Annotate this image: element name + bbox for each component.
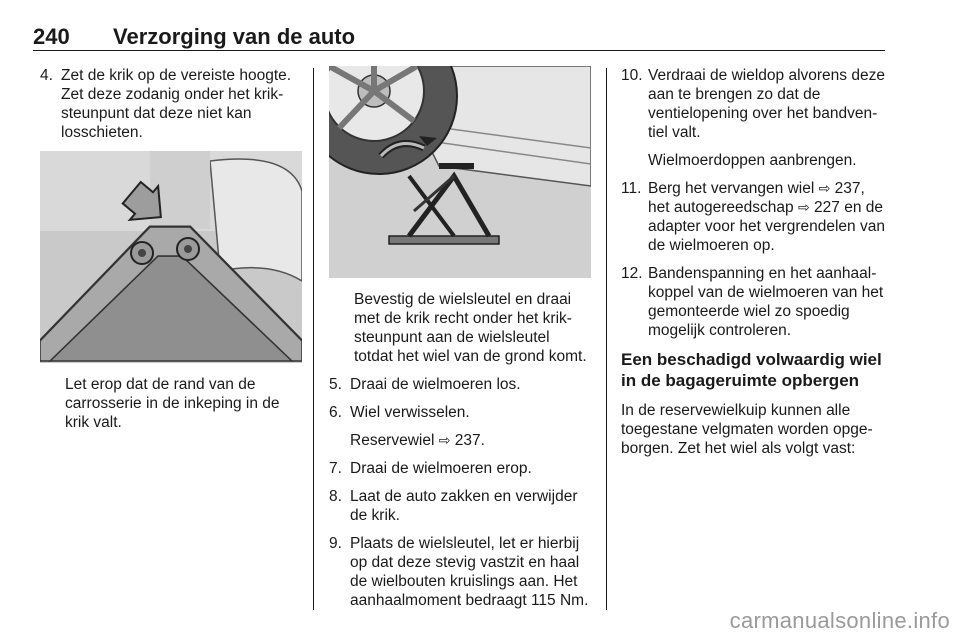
step-number: 11. xyxy=(621,180,642,197)
column-3 xyxy=(621,66,887,467)
column-2 xyxy=(329,66,591,619)
step-text: Draai de wielmoeren erop. xyxy=(350,460,532,477)
step-number: 8. xyxy=(329,488,342,505)
cross-reference-arrow-icon: ⇨ xyxy=(797,199,810,215)
step-12 xyxy=(621,264,887,340)
figure-caption-1: Let erop dat de rand van de carrosserie in de inkeping in de krik valt. xyxy=(65,376,280,431)
step-8 xyxy=(329,487,591,525)
page-header xyxy=(33,20,885,50)
column-divider-1 xyxy=(313,68,314,610)
step-text: Bandenspanning en het aanhaalkoppel van de wielmoeren van het gemonteerde wiel zo spoedig mogelijk controleren. xyxy=(648,265,884,339)
cross-reference-arrow-icon: ⇨ xyxy=(818,180,831,196)
reference-page[interactable]: 237. xyxy=(454,432,485,449)
step-text: Zet de krik op de vereiste hoogte. Zet deze zodanig onder het kriksteunpunt dat deze niet kan losschieten. xyxy=(61,67,292,141)
step-number: 5. xyxy=(329,376,342,393)
step-text: het autogereedschap xyxy=(648,199,794,216)
step-text: Wiel verwisselen. xyxy=(350,404,470,421)
step-10-note: Wielmoerdoppen aanbrengen. xyxy=(648,152,857,169)
step-number: 12. xyxy=(621,265,643,282)
reference-page[interactable]: 227 xyxy=(814,199,840,216)
step-number: 9. xyxy=(329,535,342,552)
step-number: 10. xyxy=(621,67,643,84)
jack-closeup-drawing xyxy=(40,151,302,363)
section-heading: Een beschadigd volwaardig wiel in de bagageruimte opbergen xyxy=(621,350,882,390)
step-number: 7. xyxy=(329,460,342,477)
reference-text: Reservewiel xyxy=(350,432,435,449)
jack-wheel-drawing xyxy=(329,66,591,278)
step-text: Laat de auto zakken en verwijder de krik. xyxy=(350,488,578,524)
reference-page[interactable]: 237, xyxy=(834,180,865,197)
step-text: Draai de wielmoeren los. xyxy=(350,376,521,393)
step-7 xyxy=(329,459,591,478)
step-11 xyxy=(621,179,887,255)
jack-wheel-illustration xyxy=(329,66,591,278)
step-6-reference xyxy=(329,431,591,450)
step-6 xyxy=(329,403,591,422)
step-text: Verdraai de wieldop alvorens deze aan te brengen zo dat de ventielopening over het bandventiel valt. xyxy=(648,67,885,141)
step-text: en de adapter voor het vergrendelen van de wielmoeren op. xyxy=(648,199,885,254)
step-number: 4. xyxy=(40,67,53,84)
figure-caption-2: Bevestig de wielsleutel en draai met de krik recht onder het kriksteunpunt aan de wielsleutel totdat het wiel van de grond komt. xyxy=(354,291,587,365)
step-9 xyxy=(329,534,591,610)
cross-reference-arrow-icon: ⇨ xyxy=(438,432,451,448)
step-4 xyxy=(40,66,302,142)
chapter-title: Verzorging van de auto xyxy=(113,24,356,49)
step-text: Plaats de wielsleutel, let er hierbij op dat deze stevig vastzit en haal de wielbouten kruislings aan. Het aanhaalmoment bedraagt 115 Nm. xyxy=(350,535,589,609)
step-number: 6. xyxy=(329,404,342,421)
column-divider-2 xyxy=(606,68,607,610)
header-rule xyxy=(33,50,885,51)
column-1 xyxy=(40,66,302,441)
step-5 xyxy=(329,375,591,394)
section-body: In de reservewielkuip kunnen alle toegestane velgmaten worden opgeborgen. Zet het wiel als volgt vast: xyxy=(621,402,873,457)
jack-closeup-illustration xyxy=(40,151,302,363)
page-number: 240 xyxy=(33,24,70,49)
step-10 xyxy=(621,66,887,142)
step-text: Berg het vervangen wiel xyxy=(648,180,815,197)
watermark: carmanualsonline.info xyxy=(729,608,950,633)
